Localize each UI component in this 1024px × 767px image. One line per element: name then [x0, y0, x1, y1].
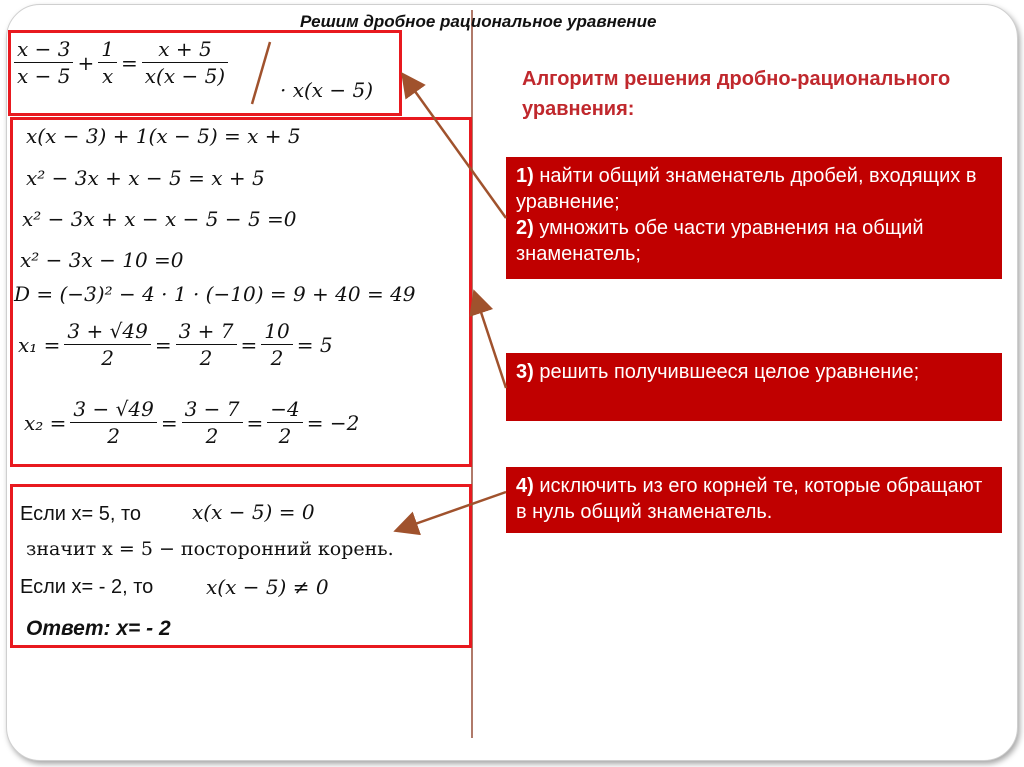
- discriminant: D = (−3)² − 4 · 1 · (−10) = 9 + 40 = 49: [14, 282, 416, 306]
- step-line-3: x² − 3x + x − x − 5 − 5 =0: [22, 207, 297, 231]
- step-line-4: x² − 3x − 10 =0: [20, 248, 184, 272]
- answer: Ответ: x= - 2: [26, 617, 171, 640]
- check-if-1: Если x= 5, то: [20, 503, 142, 525]
- algorithm-step-1-2: 1) найти общий знаменатель дробей, входящих в уравнение; 2) умножить обе части уравнения на общий знаменатель;: [506, 157, 1002, 279]
- algorithm-step-3: 3) решить получившееся целое уравнение;: [506, 353, 1002, 421]
- arrow-step4: [398, 492, 506, 530]
- check-if-2: Если x= - 2, то: [20, 576, 154, 598]
- fraction-1: $\frac{x - 3}{x - 5}$: [14, 36, 73, 89]
- arrow-step3: [475, 294, 506, 388]
- check-if-1-math: x(x − 5) = 0: [192, 500, 315, 524]
- extraneous-root: значит x = 5 − посторонний корень.: [26, 538, 394, 560]
- check-if-2-math: x(x − 5) ≠ 0: [206, 575, 329, 599]
- root-x1: x₁ = $\frac{3 + √49}{2}$ = $\frac{3 + 7}{2}$ = $\frac{10}{2}$ = 5: [18, 319, 333, 370]
- slash-line: [252, 42, 270, 104]
- fraction-3: $\frac{x + 5}{x(x - 5)}$: [142, 36, 228, 89]
- fraction-2: $\frac{1}{x}$: [98, 36, 117, 89]
- arrow-step1: [404, 76, 506, 218]
- multiplier: · x(x − 5): [280, 78, 374, 102]
- algorithm-step-4: 4) исключить из его корней те, которые обращают в нуль общий знаменатель.: [506, 467, 1002, 533]
- step-line-2: x² − 3x + x − 5 = x + 5: [26, 166, 265, 190]
- root-x2: x₂ = $\frac{3 - √49}{2}$ = $\frac{3 - 7}{2}$ = $\frac{-4}{2}$ = −2: [24, 397, 360, 448]
- slide-title: Решим дробное рациональное уравнение: [300, 12, 657, 31]
- algorithm-title: Алгоритм решения дробно-рационального уравнения:: [522, 68, 951, 120]
- step-line-1: x(x − 3) + 1(x − 5) = x + 5: [26, 124, 301, 148]
- original-equation: $\frac{x - 3}{x - 5}$ + $\frac{1}{x}$ = $\frac{x + 5}{x(x - 5)}$: [14, 36, 228, 89]
